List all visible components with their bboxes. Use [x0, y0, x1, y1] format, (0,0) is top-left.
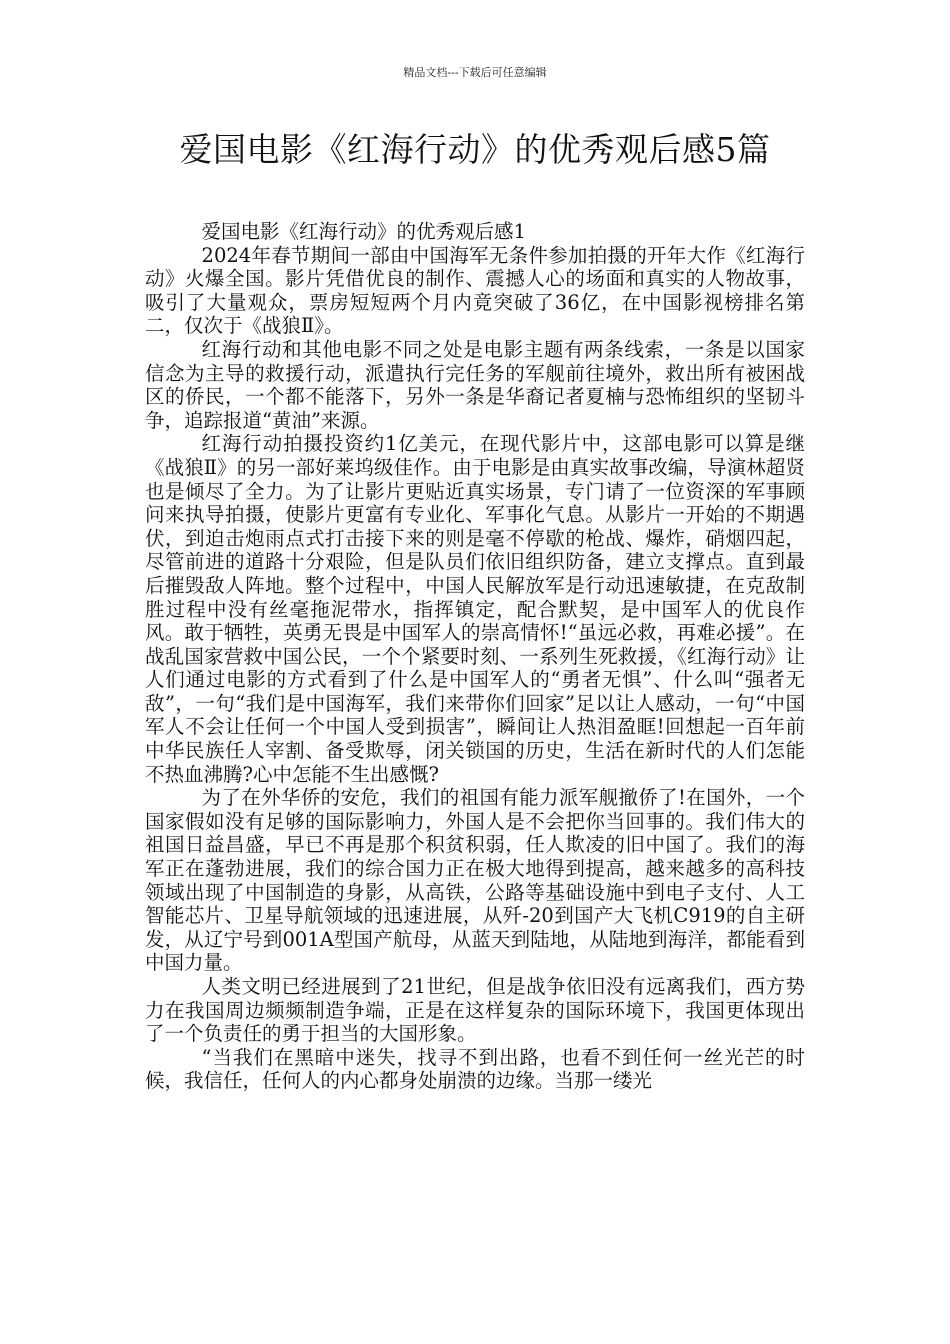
paragraph-4: 为了在外华侨的安危，我们的祖国有能力派军舰撤侨了!在国外，一个国家假如没有足够的国际影响力，外国人是不会把你当回事的。我们伟大的祖国日益昌盛，早已不再是那个积贫积弱，任人欺凌的旧中国了。我们的海军正在蓬勃进展，我们的综合国力正在极大地得到提高，越来越多的高科技领域出现了中国制造的身影，从高铁，公路等基础设施中到电子支付、人工智能芯片、卫星导航领域的迅速进展，从歼-20到国产大飞机C919的自主研发，从辽宁号到001A型国产航母，从蓝天到陆地，从陆地到海洋，都能看到中国力量。: [145, 786, 805, 975]
section-heading: 爱国电影《红海行动》的优秀观后感1: [201, 220, 526, 243]
page-header: 精品文档---下载后可任意编辑: [403, 66, 547, 79]
document-body: [145, 220, 805, 1093]
document-title: 爱国电影《红海行动》的优秀观后感5篇: [179, 130, 771, 169]
paragraph-3: 红海行动拍摄投资约1亿美元，在现代影片中，这部电影可以算是继《战狼Ⅱ》的另一部好莱坞级佳作。由于电影是由真实故事改编，导演林超贤也是倾尽了全力。为了让影片更贴近真实场景，专门请了一位资深的军事顾问来执导拍摄，使影片更富有专业化、军事化气息。从影片一开始的不期遇伏，到迫击炮雨点式打击接下来的则是毫不停歇的枪战、爆炸，硝烟四起，尽管前进的道路十分艰险，但是队员们依旧组织防备，建立支撑点。直到最后摧毁敌人阵地。整个过程中，中国人民解放军是行动迅速敏捷，在克敌制胜过程中没有丝毫拖泥带水，指挥镇定，配合默契，是中国军人的优良作风。敢于牺牲，英勇无畏是中国军人的崇高情怀!“虽远必救，再难必援”。在战乱国家营救中国公民，一个个紧要时刻、一系列生死救援，《红海行动》让人们通过电影的方式看到了什么是中国军人的“勇者无惧”、什么叫“强者无敌”，一句“我们是中国海军，我们来带你们回家”足以让人感动，一句“中国军人不会让任何一个中国人受到损害”，瞬间让人热泪盈眶!回想起一百年前中华民族任人宰割、备受欺辱，闭关锁国的历史，生活在新时代的人们怎能不热血沸腾?心中怎能不生出感慨?: [145, 432, 805, 786]
paragraph-5: 人类文明已经进展到了21世纪，但是战争依旧没有远离我们，西方势力在我国周边频频制造争端，正是在这样复杂的国际环境下，我国更体现出了一个负责任的勇于担当的大国形象。: [145, 975, 805, 1046]
paragraph-1: 2024年春节期间一部由中国海军无条件参加拍摄的开年大作《红海行动》火爆全国。影片凭借优良的制作、震撼人心的场面和真实的人物故事，吸引了大量观众，票房短短两个月内竟突破了36亿，在中国影视榜排名第二，仅次于《战狼Ⅱ》。: [145, 243, 805, 338]
paragraph-2: 红海行动和其他电影不同之处是电影主题有两条线索，一条是以国家信念为主导的救援行动，派遣执行完任务的军舰前往境外，救出所有被困战区的侨民，一个都不能落下，另外一条是华裔记者夏楠与恐怖组织的坚韧斗争，追踪报道“黄油”来源。: [145, 337, 805, 432]
paragraph-6: “当我们在黑暗中迷失，找寻不到出路，也看不到任何一丝光芒的时候，我信任，任何人的内心都身处崩溃的边缘。当那一缕光: [145, 1045, 805, 1093]
